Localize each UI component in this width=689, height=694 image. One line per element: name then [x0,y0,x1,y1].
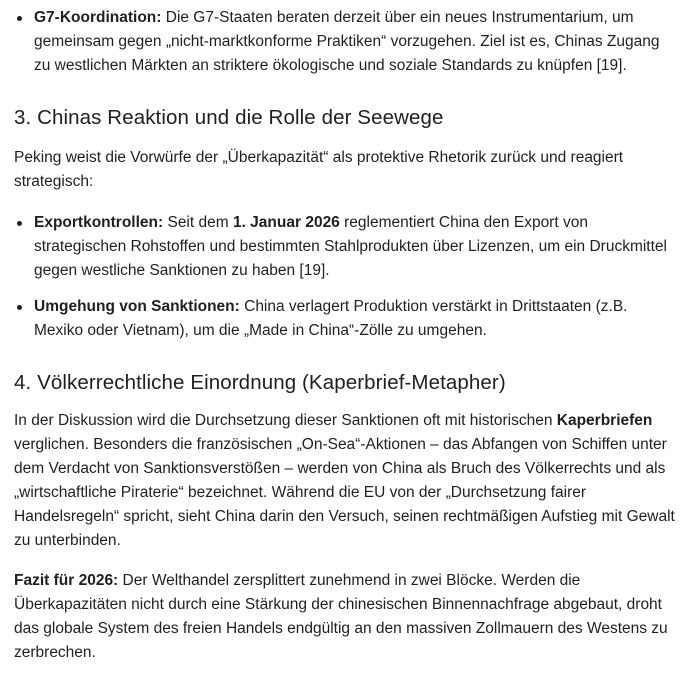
section-4-heading: 4. Völkerrechtliche Einordnung (Kaperbrief-Metapher) [14,371,506,394]
item-date: 1. Januar 2026 [232,214,340,231]
paragraph-text: In der Diskussion wird die Durchsetzung dieser Sanktionen oft mit historischen [14,412,557,429]
conclusion-paragraph [14,569,675,665]
conclusion-title: Fazit für 2026: [14,572,119,589]
item-text: Die G7-Staaten beraten derzeit über ein neues Instrumentarium, um gemeinsam gegen „nicht-marktkonforme Praktiken“ vorzugehen. Ziel ist es, Chinas Zugang zu westlichen Märkten an striktere ökologische und soziale Standards zu knüpfen [19]. [34,9,660,74]
section-3-heading: 3. Chinas Reaktion und die Rolle der Seewege [14,106,444,129]
list-item-exportkontrollen [14,211,675,283]
list-item-g7 [14,6,675,78]
top-bullet-list [14,6,675,78]
item-text: China verlagert Produktion verstärkt in Drittstaaten (z.B. Mexiko oder Vietnam), um die „Made in China“-Zölle zu umgehen. [34,298,628,339]
bullet-icon [17,16,22,21]
item-title: Umgehung von Sanktionen: [34,298,240,315]
bullet-icon [17,305,22,310]
item-title: G7-Koordination: [34,9,162,26]
conclusion-text: Der Welthandel zersplittert zunehmend in zwei Blöcke. Werden die Überkapazitäten nicht durch eine Stärkung der chinesischen Binnennachfrage abgebaut, droht das globale System des freien Handels endgültig an den massiven Zollmauern des Westens zu zerbrechen. [14,572,668,661]
section-3-list [14,211,675,343]
paragraph-bold: Kaperbriefen [556,412,653,429]
section-4-paragraph [14,409,675,553]
bullet-icon [17,221,22,226]
section-3-intro: Peking weist die Vorwürfe der „Überkapazität“ als protektive Rhetorik zurück und reagiert strategisch: [14,149,624,190]
item-text: Seit dem [163,214,233,231]
paragraph-text: verglichen. Besonders die französischen „On-Sea“-Aktionen – das Abfangen von Schiffen unter dem Verdacht von Sanktionsverstößen – werden von China als Bruch des Völkerrechts und als „wirtschaftliche Piraterie“ bezeichnet. Während die EU von der „Durchsetzung fairer Handelsregeln“ spricht, sieht China darin den Versuch, seinen rechtmäßigen Aufstieg mit Gewalt zu unterbinden. [14,436,675,549]
item-title: Exportkontrollen: [34,214,164,231]
list-item-umgehung [14,295,675,343]
item-text: reglementiert China den Export von strategischen Rohstoffen und bestimmten Stahlprodukten über Lizenzen, um ein Druckmittel gegen westliche Sanktionen zu haben [19]. [34,214,667,279]
